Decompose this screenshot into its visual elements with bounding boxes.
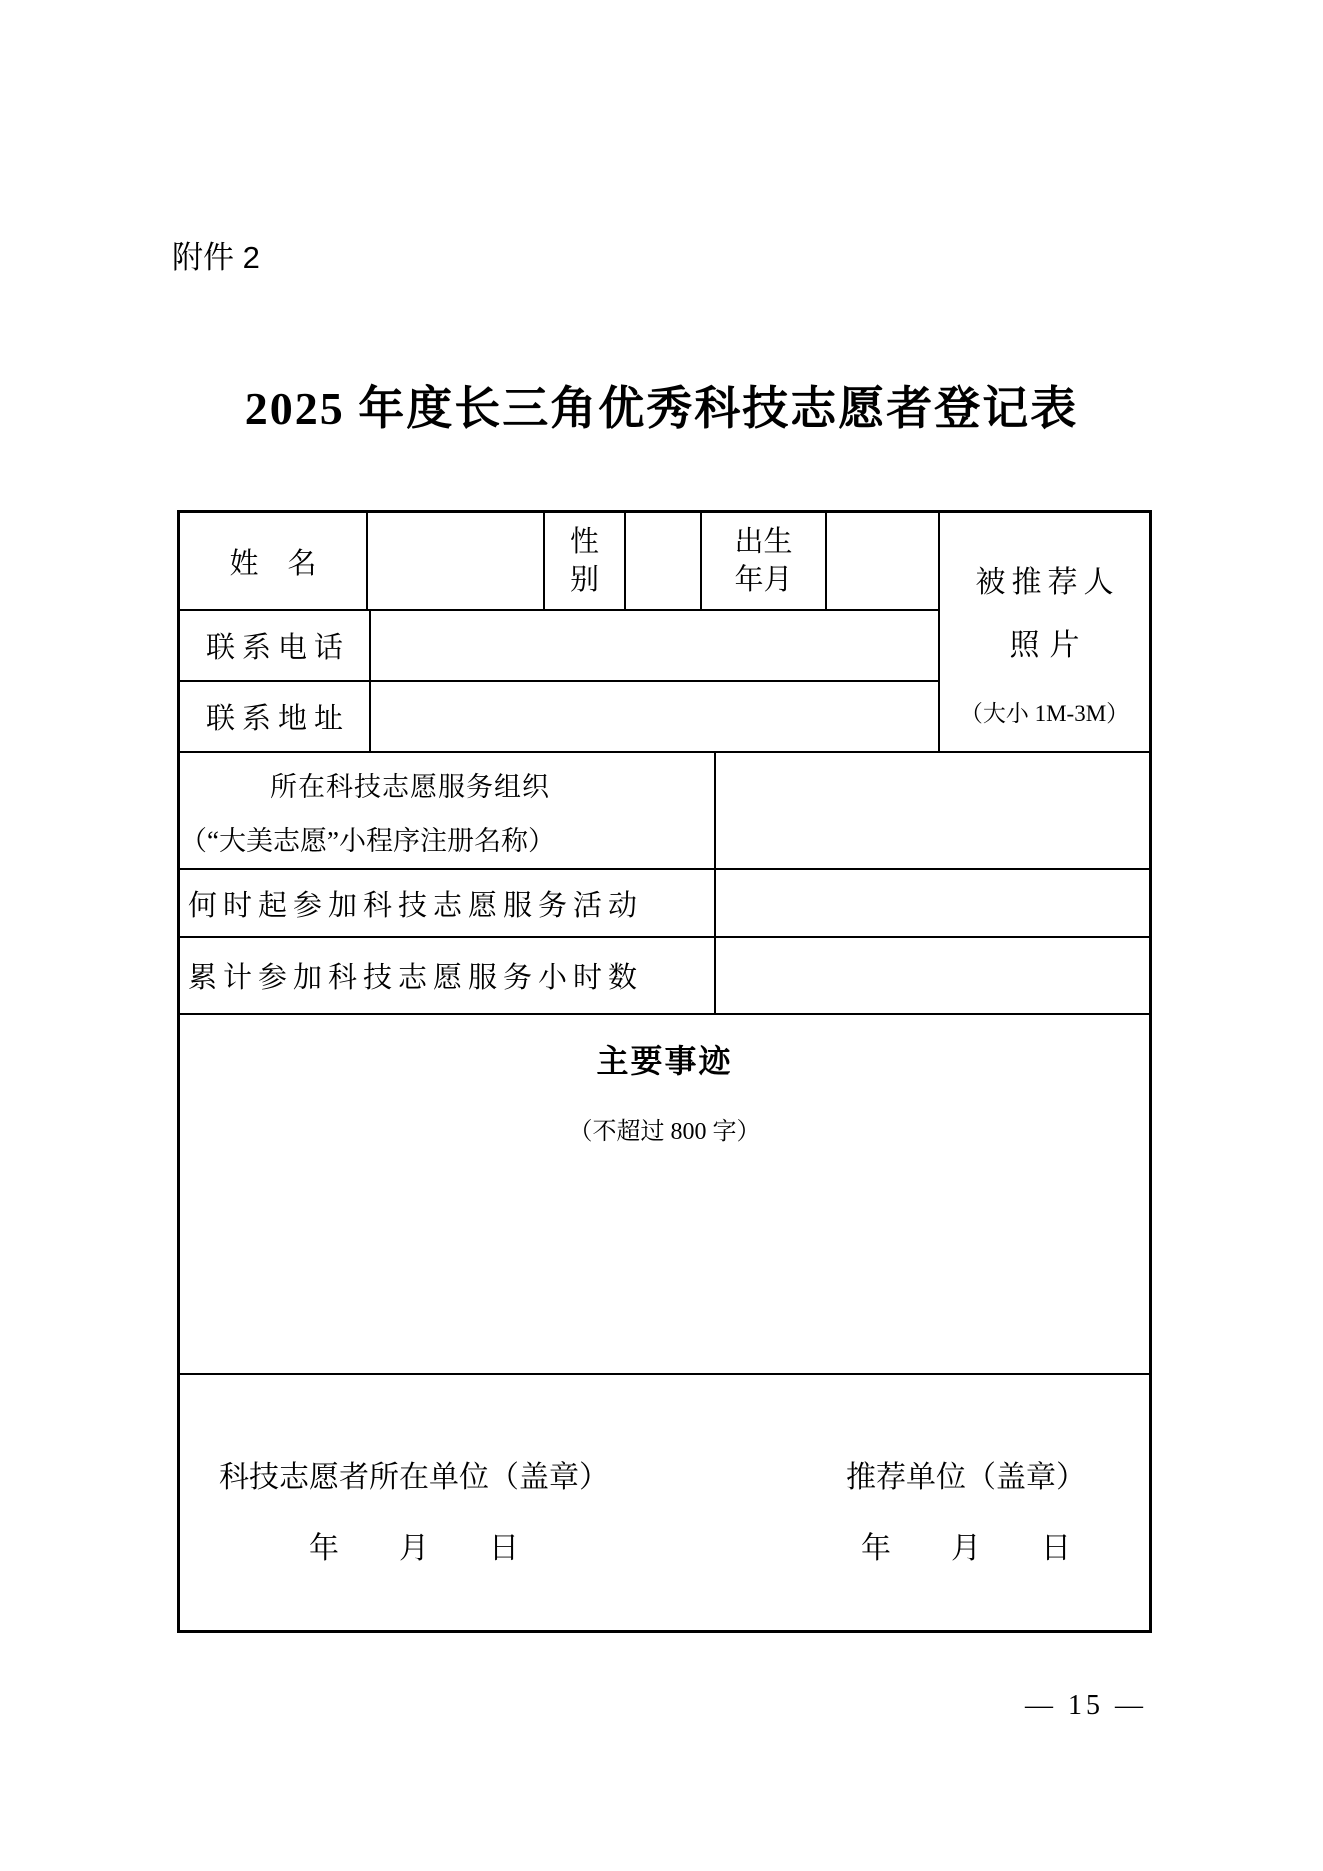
deeds-cell [180, 1015, 1149, 1375]
page-number: — 15 — [1025, 1690, 1147, 1721]
birth-label-line2: 年月 [734, 564, 793, 596]
phone-label-cell: 联系电话 [180, 611, 371, 680]
volunteer-unit-label: 科技志愿者所在单位（盖章） [219, 1461, 609, 1494]
hours-label-cell: 累计参加科技志愿服务小时数 [180, 938, 716, 1013]
recommend-unit-signature [828, 1452, 1104, 1567]
table-row [180, 682, 938, 751]
table-row [180, 938, 1149, 1015]
table-top-section [180, 513, 1149, 753]
table-row [180, 753, 1149, 870]
photo-size-note: （大小 1M-3M） [959, 701, 1130, 726]
photo-cell [940, 513, 1149, 751]
table-row [180, 870, 1149, 938]
gender-label-line2: 别 [569, 564, 599, 596]
address-label-cell: 联系地址 [180, 682, 371, 751]
org-label-cell [180, 753, 716, 868]
photo-label-line1: 被推荐人 [975, 566, 1120, 599]
recommend-unit-date: 年 月 日 [861, 1532, 1071, 1565]
deeds-note: （不超过 800 字） [568, 1119, 761, 1145]
org-label-line2: （“大美志愿”小程序注册名称） [180, 826, 555, 856]
photo-label-line2: 照片 [1009, 629, 1090, 662]
signature-cell [180, 1375, 1149, 1630]
org-label-line1: 所在科技志愿服务组织 [270, 772, 550, 802]
table-top-left [180, 513, 940, 751]
volunteer-unit-signature [188, 1452, 640, 1567]
table-row [180, 611, 938, 682]
org-value-cell [716, 753, 1149, 868]
gender-label-line1: 性 [569, 526, 599, 558]
name-label-cell: 姓 名 [180, 513, 368, 609]
birth-label-cell [702, 513, 827, 609]
address-value-cell [371, 682, 938, 751]
name-value-cell [368, 513, 545, 609]
deeds-title: 主要事迹 [596, 1043, 733, 1079]
table-row [180, 513, 938, 611]
registration-table [177, 510, 1152, 1633]
start-time-label-cell: 何时起参加科技志愿服务活动 [180, 870, 716, 936]
hours-value-cell [716, 938, 1149, 1013]
volunteer-unit-date: 年 月 日 [309, 1532, 519, 1565]
gender-label-cell [545, 513, 626, 609]
gender-value-cell [626, 513, 702, 609]
phone-value-cell [371, 611, 938, 680]
birth-label-line1: 出生 [734, 526, 793, 558]
page-title: 2025 年度长三角优秀科技志愿者登记表 [244, 383, 1079, 434]
recommend-unit-label: 推荐单位（盖章） [846, 1461, 1086, 1494]
attachment-label: 附件 2 [172, 240, 260, 275]
birth-value-cell [827, 513, 938, 609]
start-time-value-cell [716, 870, 1149, 936]
